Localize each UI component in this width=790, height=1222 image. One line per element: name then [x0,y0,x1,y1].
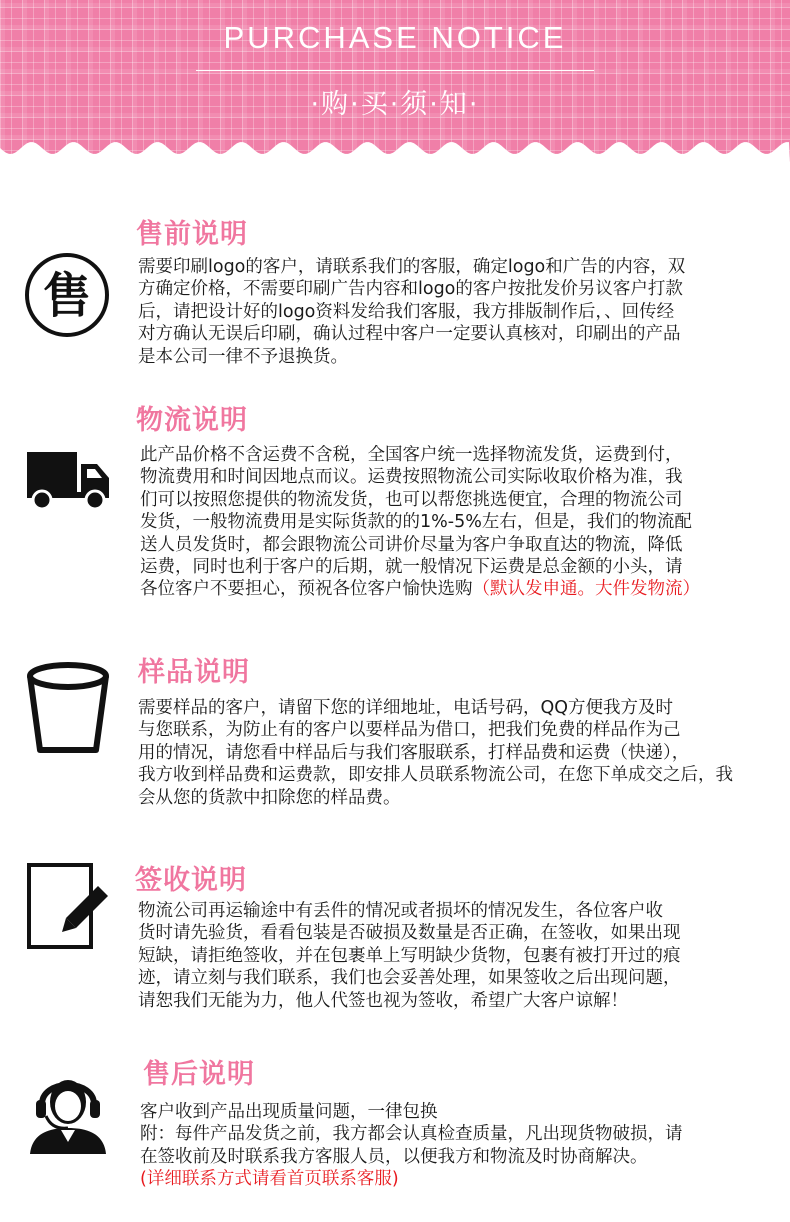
text-line: 需要样品的客户，请留下您的详细地址，电话号码，QQ方便我方及时 [138,698,674,718]
section-text-sample [138,697,733,809]
text-line: 会从您的货款中扣除您的样品费。 [138,787,401,808]
banner-wave-edge [0,132,790,162]
customer-service-icon [28,1068,108,1154]
section-text-presale [138,256,685,368]
text-line: 发货，一般物流费用是实际货款的的1%-5%左右，但是，我们的物流配 [140,512,692,533]
banner-title: PURCHASE NOTICE [223,20,567,55]
text-line: 们可以按照您提供的物流发货，也可以帮您挑选便宜，合理的物流公司 [140,489,683,510]
text-line: 短缺，请拒绝签收，并在包裹单上写明缺少货物，包裹有被打开过的痕 [138,945,681,966]
section-heading-sample: 样品说明 [138,657,250,688]
text-line: 客户收到产品出现质量问题，一律包换 [140,1102,438,1122]
banner-subtitle: ·购·买·须·知· [310,89,480,120]
shipping-default-note: （默认发申通。大件发物流） [472,579,700,600]
section-text-aftersale [140,1101,683,1191]
text-line: 对方确认无误后印刷，确认过程中客户一定要认真核对，印刷出的产品 [138,324,681,345]
text-line: 我方收到样品费和运费款，即安排人员联系物流公司，在您下单成交之后，我 [138,765,733,786]
text-line: 货时请先验货，看看包装是否破损及数量是否正确，在签收，如果出现 [138,923,681,944]
text-line: 送人员发货时，都会跟物流公司讲价尽量为客户争取直达的物流，降低 [140,534,683,555]
sale-seal-glyph: 售 [42,268,92,324]
section-heading-signoff: 签收说明 [135,865,247,896]
contact-note: (详细联系方式请看首页联系客服) [140,1169,399,1190]
text-line: 运费，同时也利于客户的后期，就一般情况下运费是总金额的小头，请 [140,557,683,578]
text-line: 物流公司再运输途中有丢件的情况或者损坏的情况发生，各位客户收 [138,901,663,921]
truck-icon [27,452,111,512]
text-line: 需要印刷logo的客户，请联系我们的客服，确定logo和广告的内容，双 [138,257,686,277]
sale-seal-icon [24,252,110,338]
text-line: 方确定价格，不需要印刷广告内容和logo的客户按批发价另议客户打款 [138,279,683,300]
purchase-notice-banner [0,0,790,162]
text-line: 请恕我们无能为力，他人代签也视为签收，希望广大客户谅解！ [138,990,628,1011]
text-line: 迹，请立刻与我们联系，我们也会妥善处理，如果签收之后出现问题， [138,968,681,989]
text-line: 后，请把设计好的logo资料发给我们客服，我方排版制作后，、回传经 [138,301,675,322]
text-line: 与您联系，为防止有的客户以要样品为借口，把我们免费的样品作为己 [138,720,681,741]
section-heading-aftersale: 售后说明 [143,1059,255,1090]
text-line: 用的情况，请您看中样品后与我们客服联系，打样品费和运费（快递）， [138,742,690,763]
cup-icon [24,660,112,756]
text-line: 此产品价格不含运费不含税，全国客户统一选择物流发货，运费到付， [140,445,683,465]
section-text-signoff [138,900,681,1012]
text-line-part: 各位客户不要担心，预祝各位客户愉快选购 [140,579,473,600]
banner-divider [196,70,594,71]
text-line: 是本公司一律不予退换货。 [138,346,348,367]
text-line: 附：每件产品发货之前，我方都会认真检查质量，凡出现货物破损，请 [140,1124,683,1145]
section-heading-logistics: 物流说明 [136,405,248,436]
text-line: 物流费用和时间因地点而议。运费按照物流公司实际收取价格为准，我 [140,467,683,488]
text-line: 在签收前及时联系我方客服人员，以便我方和物流及时协商解决。 [140,1146,648,1167]
section-heading-presale: 售前说明 [136,219,248,250]
text-line [140,578,700,600]
section-text-logistics [140,444,700,601]
sign-pen-icon [26,862,118,952]
